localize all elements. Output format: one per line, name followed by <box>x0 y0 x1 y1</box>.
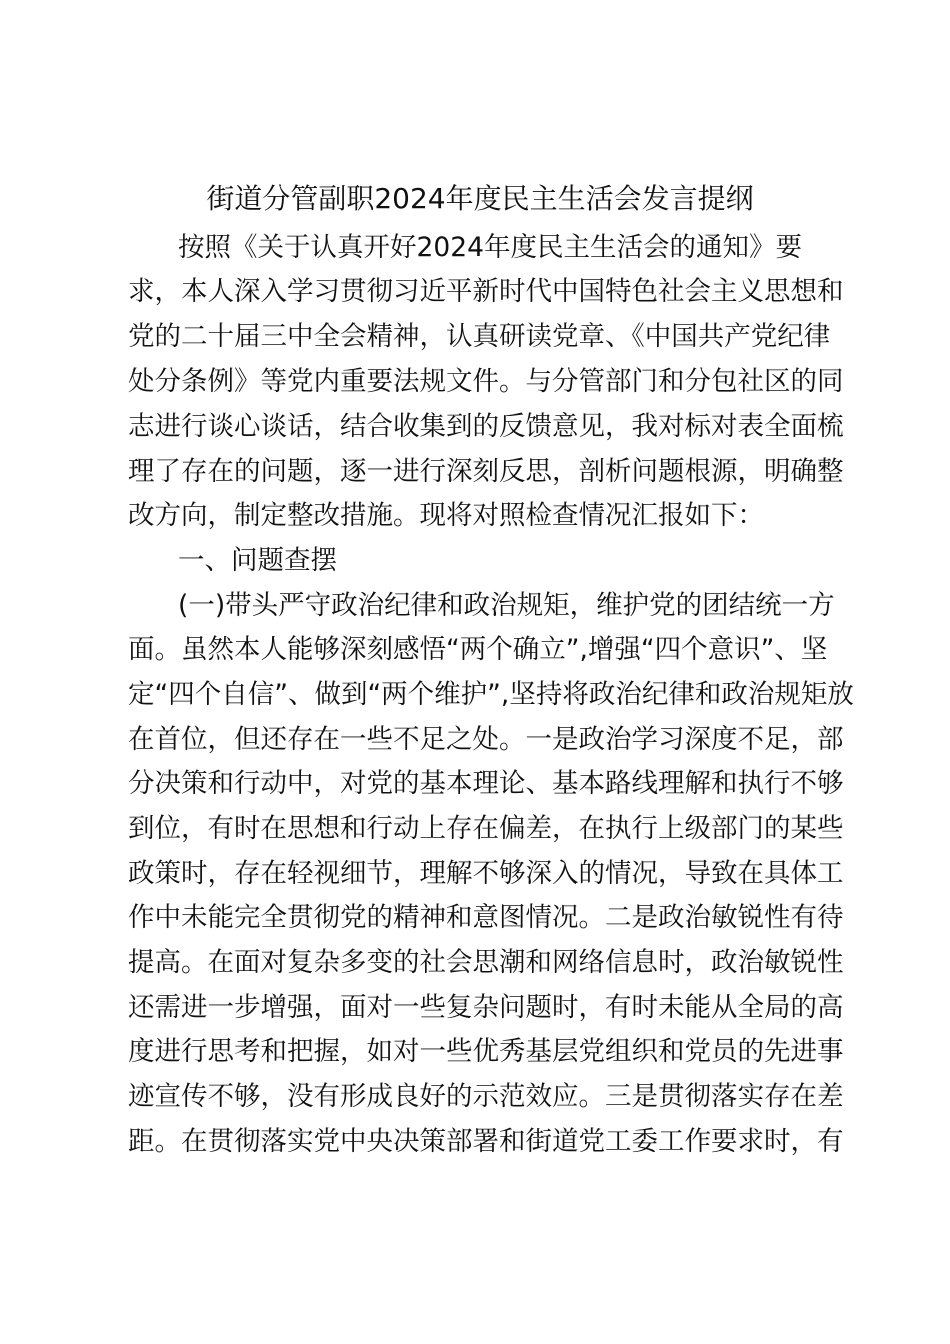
paragraph-line: 还需进一步增强，面对一些复杂问题时，有时未能从全局的高 <box>128 992 844 1023</box>
paragraph-line: 作中未能完全贯彻党的精神和意图情况。二是政治敏锐性有待 <box>128 902 844 933</box>
paragraph-line: 在首位，但还存在一些不足之处。一是政治学习深度不足，部 <box>128 724 844 755</box>
document-title: 街道分管副职2024年度民主生活会发言提纲 <box>206 182 754 215</box>
paragraph-line: 按照《关于认真开好2024年度民主生活会的通知》要 <box>178 232 802 263</box>
paragraph-line: 分决策和行动中，对党的基本理论、基本路线理解和执行不够 <box>128 768 844 799</box>
paragraph-line: 到位，有时在思想和行动上存在偏差，在执行上级部门的某些 <box>128 813 844 844</box>
paragraph-line: (一)带头严守政治纪律和政治规矩，维护党的团结统一方 <box>178 590 835 621</box>
paragraph-line: 求，本人深入学习贯彻习近平新时代中国特色社会主义思想和 <box>128 276 844 307</box>
paragraph-line: 政策时，存在轻视细节，理解不够深入的情况，导致在具体工 <box>128 858 844 889</box>
paragraph-line: 改方向，制定整改措施。现将对照检查情况汇报如下： <box>128 500 764 531</box>
paragraph-line: 定“四个自信”、做到“两个维护”,坚持将政治纪律和政治规矩放 <box>128 679 854 710</box>
paragraph-line: 度进行思考和把握，如对一些优秀基层党组织和党员的先进事 <box>128 1036 844 1067</box>
paragraph-line: 面。虽然本人能够深刻感悟“两个确立”,增强“四个意识”、坚 <box>128 634 828 665</box>
paragraph-line: 理了存在的问题，逐一进行深刻反思，剖析问题根源，明确整 <box>128 456 844 487</box>
paragraph-line: 距。在贯彻落实党中央决策部署和街道党工委工作要求时，有 <box>128 1126 844 1157</box>
section-heading: 一、问题查摆 <box>178 545 337 576</box>
paragraph-line: 处分条例》等党内重要法规文件。与分管部门和分包社区的同 <box>128 366 844 397</box>
paragraph-line: 提高。在面对复杂多变的社会思潮和网络信息时，政治敏锐性 <box>128 947 844 978</box>
paragraph-line: 党的二十届三中全会精神，认真研读党章、《中国共产党纪律 <box>128 321 831 352</box>
paragraph-line: 迹宣传不够，没有形成良好的示范效应。三是贯彻落实存在差 <box>128 1081 844 1112</box>
paragraph-line: 志进行谈心谈话，结合收集到的反馈意见，我对标对表全面梳 <box>128 411 844 442</box>
